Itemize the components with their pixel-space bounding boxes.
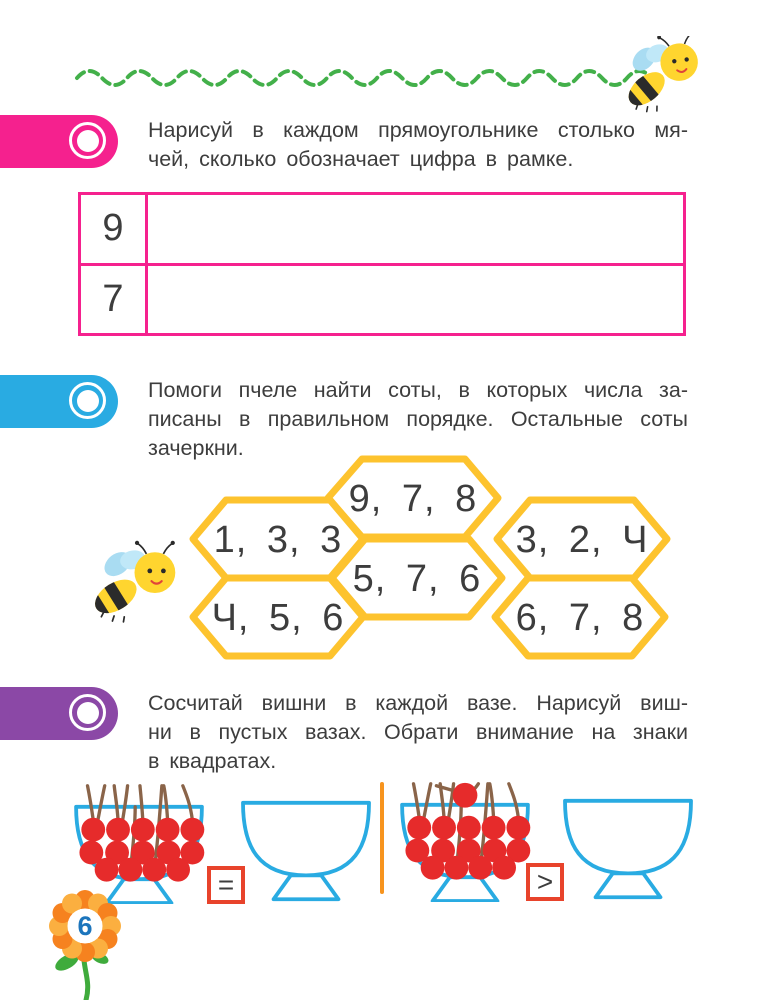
balls-table bbox=[78, 192, 686, 336]
honeycomb-group bbox=[0, 448, 759, 663]
table-row bbox=[81, 195, 683, 263]
drawing-area-row2[interactable] bbox=[148, 266, 683, 334]
task2-marker-dot-icon bbox=[77, 390, 99, 412]
honeycomb-numbers-6: 6, 7, 8 bbox=[515, 597, 645, 639]
greater-than-sign-box bbox=[526, 863, 564, 901]
drawing-area-row1[interactable] bbox=[148, 195, 683, 263]
task3-text-line3: в квадратах. bbox=[148, 749, 277, 773]
header-bee-icon bbox=[623, 36, 709, 114]
task1-text-line1: Нарисуй в каждом прямоугольнике столько мя- bbox=[148, 118, 688, 142]
header-wave-divider bbox=[73, 60, 651, 88]
honeycomb-numbers-2: 1, 3, 3 bbox=[213, 519, 343, 561]
equals-sign: = bbox=[217, 869, 235, 900]
greater-than-sign: > bbox=[536, 866, 554, 897]
task1-text-line2: чей, сколько обозначает цифра в рамке. bbox=[148, 147, 574, 171]
section-divider-line bbox=[380, 782, 384, 894]
task2-text-line3: зачеркни. bbox=[148, 436, 244, 460]
task3-marker bbox=[0, 687, 118, 740]
cherries bbox=[405, 783, 530, 880]
task3-instruction bbox=[148, 689, 688, 776]
task1-marker-dot-icon bbox=[77, 130, 99, 152]
task1-marker bbox=[0, 115, 118, 168]
honeycomb-numbers-5: Ч, 5, 6 bbox=[211, 597, 345, 639]
empty-vase-left[interactable] bbox=[239, 799, 373, 904]
empty-vase-right[interactable] bbox=[561, 797, 695, 902]
task3-marker-dot-icon bbox=[77, 702, 99, 724]
task3-text-line2: ни в пустых вазах. Обрати внимание на знаки bbox=[148, 720, 688, 744]
task3-text-line1: Сосчитай вишни в каждой вазе. Нарисуй виш- bbox=[148, 691, 688, 715]
vase-with-cherries-right bbox=[398, 780, 532, 902]
page-number-flower bbox=[42, 886, 132, 1000]
honeycomb-numbers-1: 9, 7, 8 bbox=[348, 478, 478, 520]
table-row bbox=[81, 263, 683, 334]
digit-cell-7: 7 bbox=[81, 266, 148, 334]
task2-text-line1: Помоги пчеле найти соты, в которых числа за- bbox=[148, 378, 688, 402]
honeycomb-bee-icon bbox=[87, 541, 175, 622]
task1-instruction bbox=[148, 116, 688, 174]
task2-text-line2: писаны в правильном порядке. Остальные соты bbox=[148, 407, 688, 431]
task2-marker bbox=[0, 375, 118, 428]
honeycomb-numbers-4: 5, 7, 6 bbox=[352, 558, 482, 600]
cherries bbox=[79, 818, 204, 882]
digit-cell-9: 9 bbox=[81, 195, 148, 263]
honeycomb-numbers-3: 3, 2, Ч bbox=[515, 519, 649, 561]
page-number: 6 bbox=[77, 911, 93, 941]
